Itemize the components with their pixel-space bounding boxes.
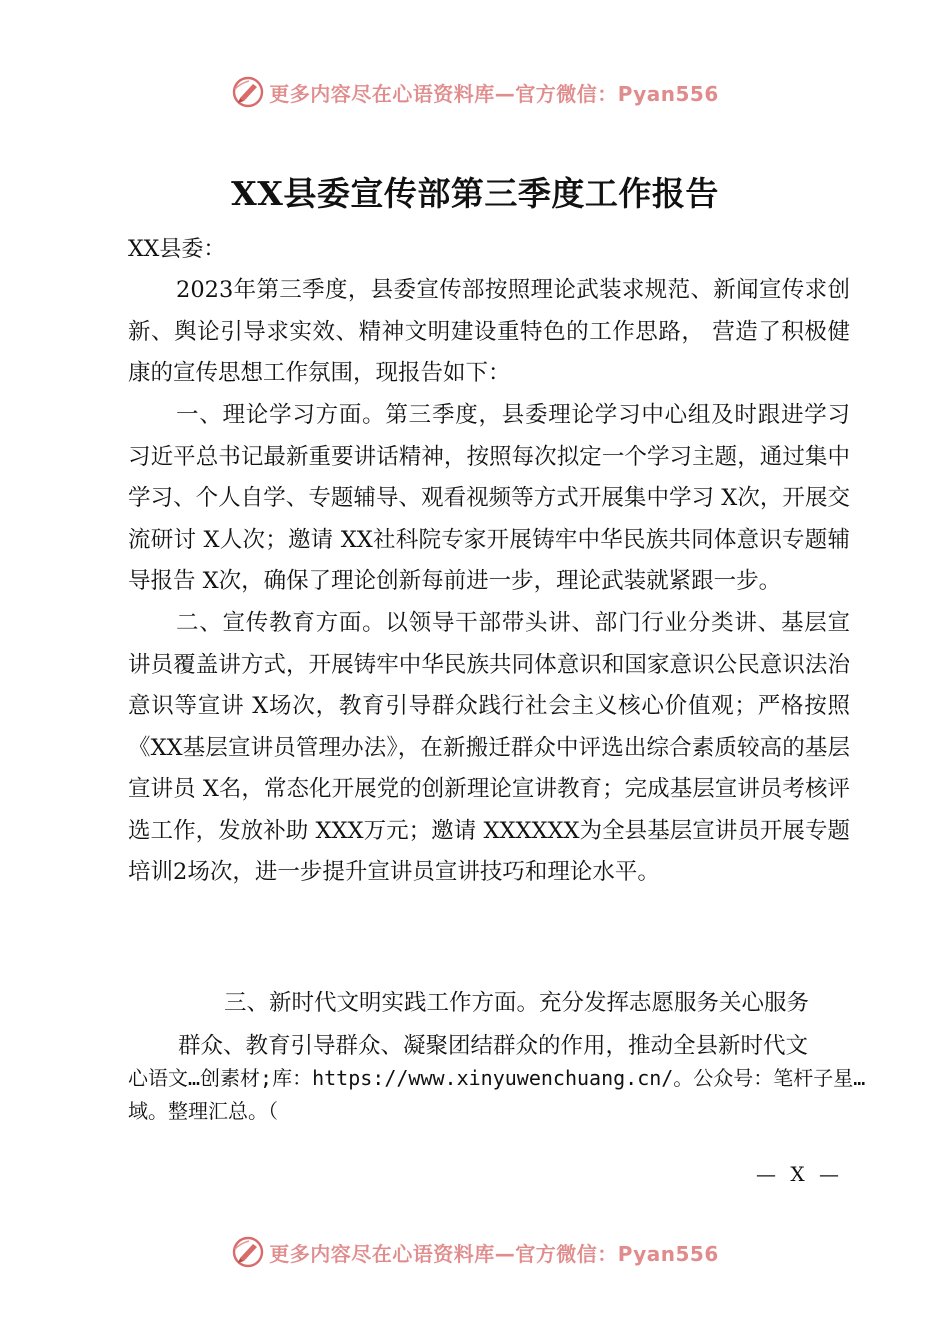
paragraph-publicity-education: 二、宣传教育方面。以领导干部带头讲、部门行业分类讲、基层宣讲员覆盖讲方式，开展铸牢中华民族共同体意识和国家意识公民意识法治意识等宣讲 X场次，教育引导群众践行社会主义核心价值观；严格按照《XX基层宣讲员管理办法》，在新搬迁群众中评选出综合素质较高的基层宣讲员 X名，常态化开展党的创新理论宣讲教育；完成基层宣讲员考核评选工作，发放补助 XXX万元；邀请 XXXXXX为全县基层宣讲员开展专题培训2场次，进一步提升宣讲员宣讲技巧和理论水平。 xyxy=(128,610,850,885)
paragraph-continuation: 群众、教育引导群众、凝聚团结群众的作用，推动全县新时代文 xyxy=(178,1033,809,1059)
paragraph-intro: 2023年第三季度，县委宣传部按照理论武装求规范、新闻宣传求创新、舆论引导求实效、精神文明建设重特色的工作思路， 营造了积极健康的宣传思想工作氛围，现报告如下： xyxy=(128,277,850,386)
document-title: XX县委宣传部第三季度工作报告 xyxy=(231,174,719,213)
watermark-text: 更多内容尽在心语资料库—官方微信：Pyan556 xyxy=(269,81,719,106)
pen-logo-icon xyxy=(231,75,265,109)
paragraph-theory-study: 一、理论学习方面。第三季度，县委理论学习中心组及时跟进学习习近平总书记最新重要讲话精神，按照每次拟定一个学习主题，通过集中学习、个人自学、专题辅导、观看视频等方式开展集中学习 X次，开展交流研讨 X人次；邀请 XX社科院专家开展铸牢中华民族共同体意识专题辅导报告 X次，确保了理论创新每前进一步，理论武装就紧跟一步。 xyxy=(128,402,850,594)
pen-logo-icon xyxy=(231,1235,265,1269)
salutation: XX县委： xyxy=(128,237,226,262)
watermark-banner-bottom xyxy=(0,1232,950,1272)
watermark-banner-top xyxy=(0,72,950,112)
paragraph-civilization-practice: 三、新时代文明实践工作方面。充分发挥志愿服务关心服务 xyxy=(224,990,810,1016)
page-number: — X — xyxy=(756,1162,843,1186)
watermark-text: 更多内容尽在心语资料库—官方微信：Pyan556 xyxy=(269,1241,719,1266)
source-website-text: 心语文…创素材;库：https://www.xinyuwenchuang.cn/。公众号：笔杆子星…域。整理汇总。（ xyxy=(128,1066,866,1123)
